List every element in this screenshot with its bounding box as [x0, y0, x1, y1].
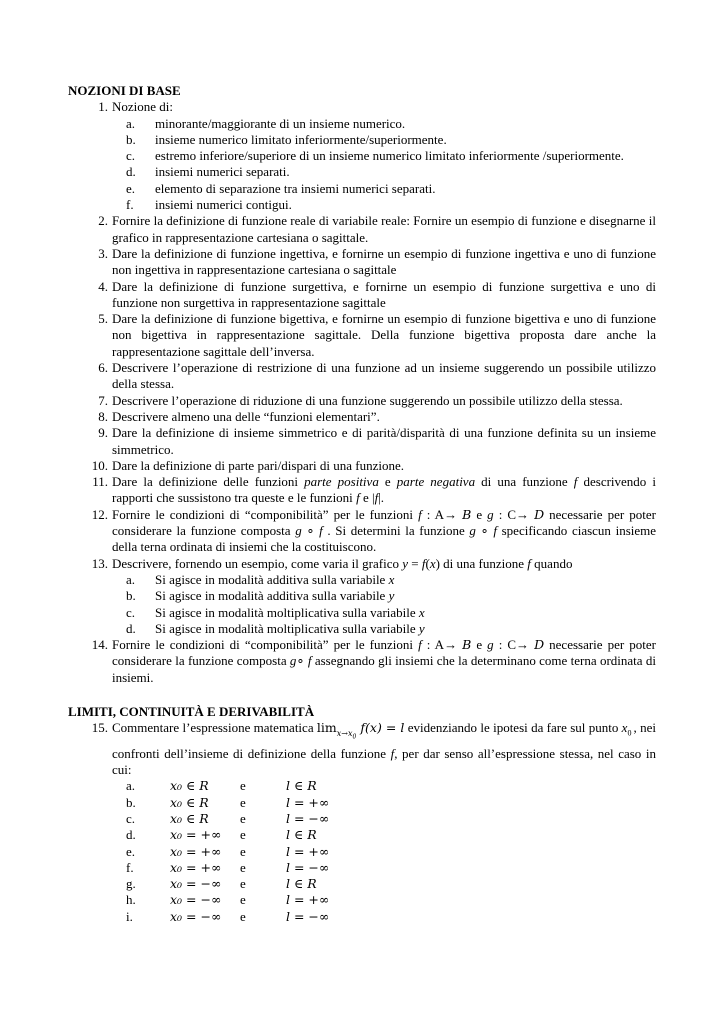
sub-letter: b. [126, 588, 136, 604]
item-text: Fornire la definizione di funzione reale di variabile reale: Fornire un esempio di funzione e disegnarne il grafico in rappresentazione cartesiana o sagittale. [112, 213, 656, 245]
text-run: : C [493, 506, 517, 522]
case-conjunction: e [240, 908, 246, 924]
text-run: e [378, 474, 397, 490]
list-item [68, 425, 656, 458]
item-text: Dare la definizione di funzione bigettiva, e fornirne un esempio di funzione bigettiva e uno di funzione non bigettiva in rappresentazione sagittale. Della funzione bigettiva proposta dare anche la rappresentazione sagittale dell’inversa. [112, 311, 656, 359]
case-conjunction: e [240, 892, 246, 908]
question-list [68, 99, 656, 686]
italic-var: f [319, 523, 323, 539]
case-x0: x₀ = +∞ [170, 859, 222, 875]
list-item [68, 279, 656, 312]
text-run: Fornire le condizioni di “componibilità” per le funzioni [112, 506, 419, 522]
sub-text: insiemi numerici contigui. [155, 197, 292, 213]
italic-var: f [418, 506, 422, 522]
sub-letter: b. [126, 131, 136, 147]
section-heading-limiti: LIMITI, CONTINUITÀ E DERIVABILITÀ [68, 703, 315, 719]
text-run: e [471, 637, 488, 653]
item-number: 9. [98, 425, 108, 441]
text-run: descrivendo i rapporti che sussistono tra queste e le funzioni [112, 474, 656, 506]
compose-symbol: ∘ [301, 523, 320, 539]
item-number: 15. [91, 720, 108, 736]
text-run: quando [530, 555, 573, 571]
arrow-symbol: → [444, 506, 463, 522]
case-conjunction: e [240, 827, 246, 843]
item-text [112, 507, 656, 555]
document-page [68, 83, 656, 925]
item-number: 1. [98, 99, 108, 115]
text-run: Commentare l’espressione matematica [112, 720, 317, 736]
sub-text: Si agisce in modalità additiva sulla variabile [155, 571, 389, 587]
list-item [68, 474, 656, 507]
case-x0: x₀ ∈ R [170, 778, 209, 794]
case-letter: e. [126, 843, 136, 859]
case-conjunction: e [240, 810, 246, 826]
text-run: necessarie per poter considerare la funzione composta [112, 637, 656, 669]
italic-var: f [356, 490, 360, 506]
item-number: 11. [92, 474, 108, 490]
sub-item [68, 621, 656, 637]
italic-term: parte negativa [396, 474, 476, 490]
sub-item [68, 197, 656, 213]
text-run: |. [378, 490, 385, 506]
sub-letter: f. [126, 197, 134, 213]
list-item [68, 393, 656, 409]
math-expression: f(x) = l [356, 720, 405, 736]
sub-text: estremo inferiore/superiore di un insieme numerico limitato inferiormente /superiormente. [155, 148, 624, 164]
italic-var: x [429, 555, 436, 571]
item-text: Descrivere l’operazione di riduzione di una funzione suggerendo un possibile utilizzo della stessa. [112, 392, 623, 408]
sub-text: minorante/maggiorante di un insieme numerico. [155, 115, 406, 131]
item-text [112, 474, 656, 505]
sub-text: insiemi numerici separati. [155, 164, 290, 180]
sub-item [68, 148, 656, 164]
item-number: 13. [91, 555, 108, 571]
item-number: 14. [91, 637, 108, 653]
item-number: 5. [98, 311, 108, 327]
case-row [68, 860, 656, 876]
sub-letter: e. [126, 180, 136, 196]
sub-item [68, 588, 656, 604]
text-run: e | [359, 490, 375, 506]
list-item [68, 458, 656, 474]
text-run: . Si determini la funzione [322, 523, 470, 539]
text-run: necessarie per poter considerare la funzione composta [112, 506, 656, 539]
list-item [68, 246, 656, 279]
text-run: , per dar senso all’espressione stessa, nel caso in cui: [112, 745, 656, 778]
italic-var: f [421, 555, 426, 571]
case-x0: x₀ = +∞ [170, 827, 222, 843]
list-item [68, 720, 656, 778]
text-run: e [471, 506, 488, 522]
text-run: specificando ciascun insieme della terna ordinata di insiemi che la costituiscono. [112, 523, 657, 555]
sub-letter: d. [126, 164, 136, 180]
lim-sub-text: x→x [336, 728, 353, 738]
list-item [68, 213, 656, 246]
case-conjunction: e [240, 843, 246, 859]
case-conjunction: e [240, 794, 246, 810]
list-item [68, 311, 656, 360]
case-row [68, 876, 656, 892]
compose-symbol: ∘ [475, 523, 494, 539]
text-run: evidenziando le ipotesi da fare sul punto [404, 720, 622, 736]
text-run: assegnando gli insiemi che la determinano come terna ordinata di insiemi. [112, 653, 656, 685]
case-limit: l = +∞ [286, 843, 330, 859]
sub-letter: a. [126, 115, 136, 131]
italic-var: x [418, 604, 425, 620]
sub-item [68, 132, 656, 148]
case-limit: l = −∞ [286, 859, 330, 875]
case-x0: x₀ = −∞ [170, 876, 222, 892]
italic-var: f [493, 523, 497, 539]
lim-subscript [336, 728, 357, 741]
item-text: Descrivere l’operazione di restrizione di una funzione ad un insieme suggerendo un possibile utilizzo della stessa. [112, 360, 656, 392]
item-number: 3. [98, 245, 108, 261]
sub-item [68, 116, 656, 132]
text-run: Fornire le condizioni di “componibilità” per le funzioni [112, 637, 419, 653]
sub-letter: c. [126, 148, 136, 164]
subscript: 0 [627, 728, 634, 738]
text-run: = [408, 555, 422, 571]
italic-var: x [621, 720, 628, 736]
sub-text: insieme numerico limitato inferiormente/superiormente. [155, 131, 447, 147]
section-heading-nozioni: NOZIONI DI BASE [68, 83, 181, 98]
text-run: ) di una funzione [435, 555, 528, 571]
italic-var: y [388, 588, 395, 604]
text-run: , nei confronti dell’insieme di definizione della funzione [112, 720, 656, 761]
italic-var: y [418, 620, 425, 636]
list-item [68, 99, 656, 115]
arrow-symbol: → [516, 506, 535, 522]
sub-text: Si agisce in modalità moltiplicativa sulla variabile [155, 620, 419, 636]
item-number: 4. [98, 278, 108, 294]
question-list [68, 720, 656, 925]
case-letter: i. [126, 908, 133, 924]
case-limit: l ∈ R [286, 778, 317, 794]
case-conjunction: e [240, 876, 246, 892]
item-number: 7. [98, 392, 108, 408]
case-letter: d. [126, 827, 136, 843]
case-row [68, 795, 656, 811]
case-row [68, 811, 656, 827]
case-x0: x₀ = −∞ [170, 892, 222, 908]
italic-var: g [469, 523, 476, 539]
text-run: : C [493, 637, 517, 653]
arrow-symbol: → [444, 637, 463, 653]
case-conjunction: e [240, 778, 246, 794]
case-letter: g. [126, 876, 136, 892]
text-run: Dare la definizione delle funzioni [112, 474, 305, 490]
lim-sub-zero: 0 [352, 733, 357, 741]
case-x0: x₀ = −∞ [170, 908, 222, 924]
italic-var: f [573, 474, 578, 490]
sub-text: Si agisce in modalità additiva sulla variabile [155, 588, 389, 604]
item-text [112, 637, 656, 685]
case-row [68, 892, 656, 908]
item-text: Descrivere almeno una delle “funzioni elementari”. [112, 408, 380, 424]
case-letter: c. [126, 810, 136, 826]
case-row [68, 844, 656, 860]
list-item [68, 556, 656, 572]
item-text: Dare la definizione di funzione ingettiva, e fornirne un esempio di funzione ingettiva e uno di funzione non ingettiva in rappresentazione cartesiana o sagittale [112, 245, 656, 278]
italic-var: f [307, 653, 312, 669]
math-var: B [462, 637, 472, 653]
list-item [68, 637, 656, 686]
case-letter: h. [126, 892, 136, 908]
item-number: 2. [98, 213, 108, 229]
italic-var: y [402, 555, 408, 571]
italic-var: g [289, 653, 297, 669]
sub-item [68, 572, 656, 588]
sub-item [68, 605, 656, 621]
italic-term: parte positiva [304, 474, 379, 490]
math-var: B [462, 506, 472, 522]
italic-var: g [295, 523, 302, 539]
item-number: 8. [98, 408, 108, 424]
math-var: D [534, 506, 545, 522]
text-run: Descrivere, fornendo un esempio, come varia il grafico [112, 555, 403, 571]
item-text: Dare la definizione di parte pari/dispari di una funzione. [112, 457, 405, 473]
case-row [68, 909, 656, 925]
italic-var: f [527, 555, 531, 571]
math-var: D [534, 637, 545, 653]
case-x0: x₀ = +∞ [170, 843, 222, 859]
item-text [112, 720, 656, 777]
item-number: 12. [91, 506, 108, 522]
case-letter: a. [126, 778, 136, 794]
list-item [68, 507, 656, 556]
sub-text: elemento di separazione tra insiemi numerici separati. [155, 180, 436, 196]
case-limit: l = +∞ [286, 794, 330, 810]
item-text [112, 556, 572, 571]
compose-symbol: ∘ [296, 653, 308, 669]
italic-var: x [388, 571, 395, 587]
case-letter: f. [126, 859, 134, 875]
text-run: : A [421, 637, 445, 653]
list-item [68, 360, 656, 393]
case-x0: x₀ ∈ R [170, 810, 209, 826]
list-item [68, 409, 656, 425]
case-letter: b. [126, 794, 136, 810]
arrow-symbol: → [516, 637, 535, 653]
italic-var: g [487, 637, 494, 653]
item-text: Nozione di: [112, 99, 174, 115]
italic-var: g [487, 506, 494, 522]
case-limit: l ∈ R [286, 827, 317, 843]
case-conjunction: e [240, 859, 246, 875]
case-row [68, 778, 656, 794]
case-x0: x₀ ∈ R [170, 794, 209, 810]
sub-letter: c. [126, 604, 136, 620]
italic-var: f [418, 637, 422, 653]
sub-item [68, 164, 656, 180]
case-row [68, 827, 656, 843]
italic-var: f [390, 745, 395, 761]
text-run: : A [421, 506, 445, 522]
case-limit: l = +∞ [286, 892, 330, 908]
sub-letter: a. [126, 571, 136, 587]
text-run: ( [425, 555, 430, 571]
sub-text: Si agisce in modalità moltiplicativa sulla variabile [155, 604, 419, 620]
lim-operator: lim [316, 720, 337, 736]
item-text: Dare la definizione di insieme simmetrico e di parità/disparità di una funzione definita su un insieme simmetrico. [112, 425, 656, 457]
case-limit: l = −∞ [286, 810, 330, 826]
case-limit: l = −∞ [286, 908, 330, 924]
text-run: di una funzione [475, 474, 574, 490]
case-limit: l ∈ R [286, 876, 317, 892]
sub-letter: d. [126, 620, 136, 636]
sub-item [68, 181, 656, 197]
item-text: Dare la definizione di funzione surgettiva, e fornirne un esempio di funzione surgettiva e uno di funzione non surgettiva in rappresentazione sagittale [112, 278, 656, 310]
item-number: 10. [91, 457, 108, 473]
italic-var: f [374, 490, 379, 506]
item-number: 6. [98, 360, 108, 376]
